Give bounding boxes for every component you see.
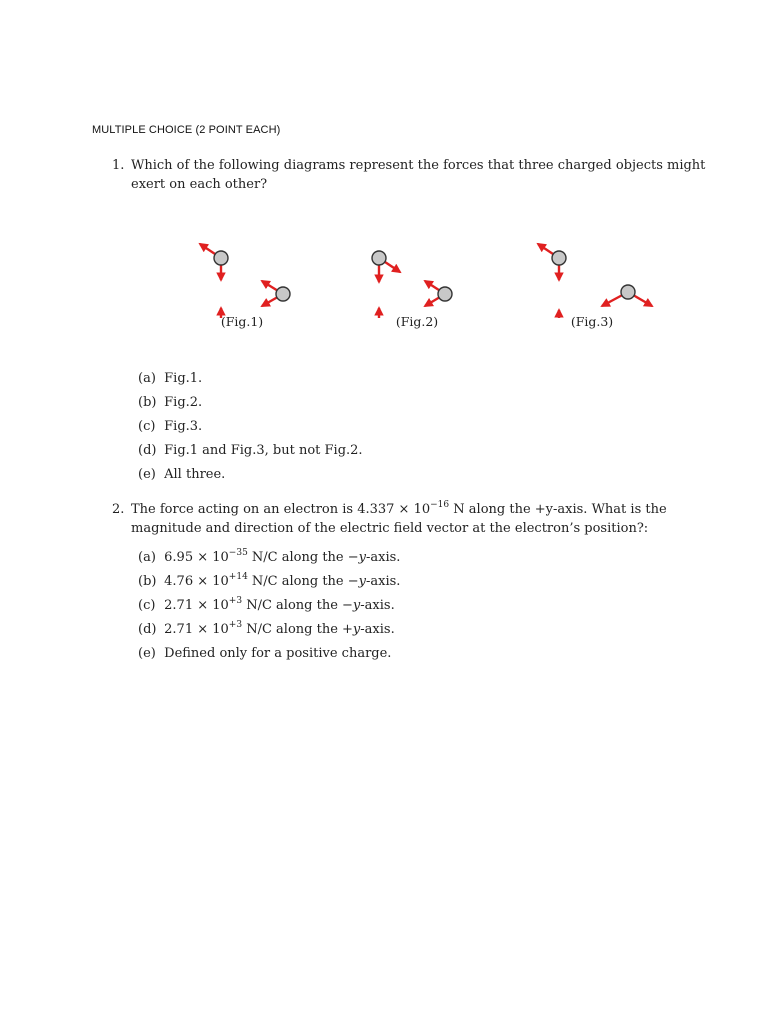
option-b[interactable] <box>138 391 726 415</box>
question-1-stem <box>112 156 726 194</box>
question-number: 2. <box>112 502 125 517</box>
figure-3-caption: (Fig.3) <box>570 314 614 329</box>
question-text: Which of the following diagrams represent the forces that three charged objects might exert on each other? <box>131 158 706 192</box>
charge-top <box>372 251 400 282</box>
option-label: (d) <box>138 622 157 637</box>
option-text: N/C along the − <box>247 550 359 565</box>
option-text: Fig.1. <box>164 371 203 386</box>
option-label: (e) <box>138 646 156 661</box>
exponent: −35 <box>228 548 248 558</box>
option-label: (c) <box>138 598 156 613</box>
option-text: -axis. <box>360 598 395 613</box>
option-text: All three. <box>164 467 226 482</box>
question-1-options <box>112 367 726 487</box>
figure-2 <box>357 208 487 338</box>
question-1 <box>112 156 726 338</box>
axis-var: y <box>358 574 366 589</box>
figure-1 <box>182 208 312 338</box>
option-text: N/C along the + <box>242 622 353 637</box>
section-heading: MULTIPLE CHOICE (2 POINT EACH) <box>92 124 281 136</box>
charge-right <box>602 285 652 306</box>
exponent: +3 <box>228 620 243 630</box>
option-d[interactable] <box>138 439 726 463</box>
option-text: Defined only for a positive charge. <box>164 646 392 661</box>
axis-var: y <box>352 622 361 637</box>
option-label: (b) <box>138 395 157 410</box>
question-text-part: N along the +y-axis. What is the magnitude and direction of the electric field vector at the electron’s position?: <box>131 502 667 536</box>
option-label: (e) <box>138 467 156 482</box>
option-e[interactable] <box>138 463 726 487</box>
option-label: (a) <box>138 550 156 565</box>
option-text: -axis. <box>366 550 401 565</box>
question-2 <box>112 500 726 666</box>
figure-1-caption: (Fig.1) <box>220 314 264 329</box>
option-a[interactable] <box>138 367 726 391</box>
option-e[interactable] <box>138 642 726 666</box>
option-mantissa: 2.71 × 10 <box>164 622 229 637</box>
exponent: +14 <box>228 572 248 582</box>
option-text: Fig.3. <box>164 419 203 434</box>
axis-var: y <box>352 598 361 613</box>
option-mantissa: 6.95 × 10 <box>164 550 229 565</box>
option-label: (c) <box>138 419 156 434</box>
option-text: -axis. <box>366 574 401 589</box>
exponent: −16 <box>430 500 450 510</box>
option-label: (d) <box>138 443 157 458</box>
option-c[interactable] <box>138 594 726 618</box>
charge-right <box>425 281 452 306</box>
figure-2-caption: (Fig.2) <box>395 314 439 329</box>
figure-3-diagram <box>532 208 662 318</box>
figure-2-diagram <box>357 208 487 318</box>
option-label: (b) <box>138 574 157 589</box>
axis-var: y <box>358 550 366 565</box>
figure-1-diagram <box>182 208 312 318</box>
question-number: 1. <box>112 158 125 173</box>
option-text: N/C along the − <box>247 574 359 589</box>
option-mantissa: 2.71 × 10 <box>164 598 229 613</box>
option-text: -axis. <box>360 622 395 637</box>
figure-3 <box>532 208 662 338</box>
option-c[interactable] <box>138 415 726 439</box>
option-label: (a) <box>138 371 156 386</box>
option-text: N/C along the − <box>242 598 353 613</box>
option-b[interactable] <box>138 570 726 594</box>
option-text: Fig.1 and Fig.3, but not Fig.2. <box>164 443 363 458</box>
question-text-part: The force acting on an electron is 4.337 × 10 <box>131 502 431 517</box>
charge-top <box>538 244 566 280</box>
question-text <box>131 500 726 538</box>
option-mantissa: 4.76 × 10 <box>164 574 229 589</box>
option-a[interactable] <box>138 546 726 570</box>
exponent: +3 <box>228 596 243 606</box>
charge-top <box>200 244 228 280</box>
option-d[interactable] <box>138 618 726 642</box>
option-text: Fig.2. <box>164 395 203 410</box>
question-2-stem <box>112 500 726 538</box>
charge-right <box>262 281 290 306</box>
figures-row <box>112 208 726 338</box>
